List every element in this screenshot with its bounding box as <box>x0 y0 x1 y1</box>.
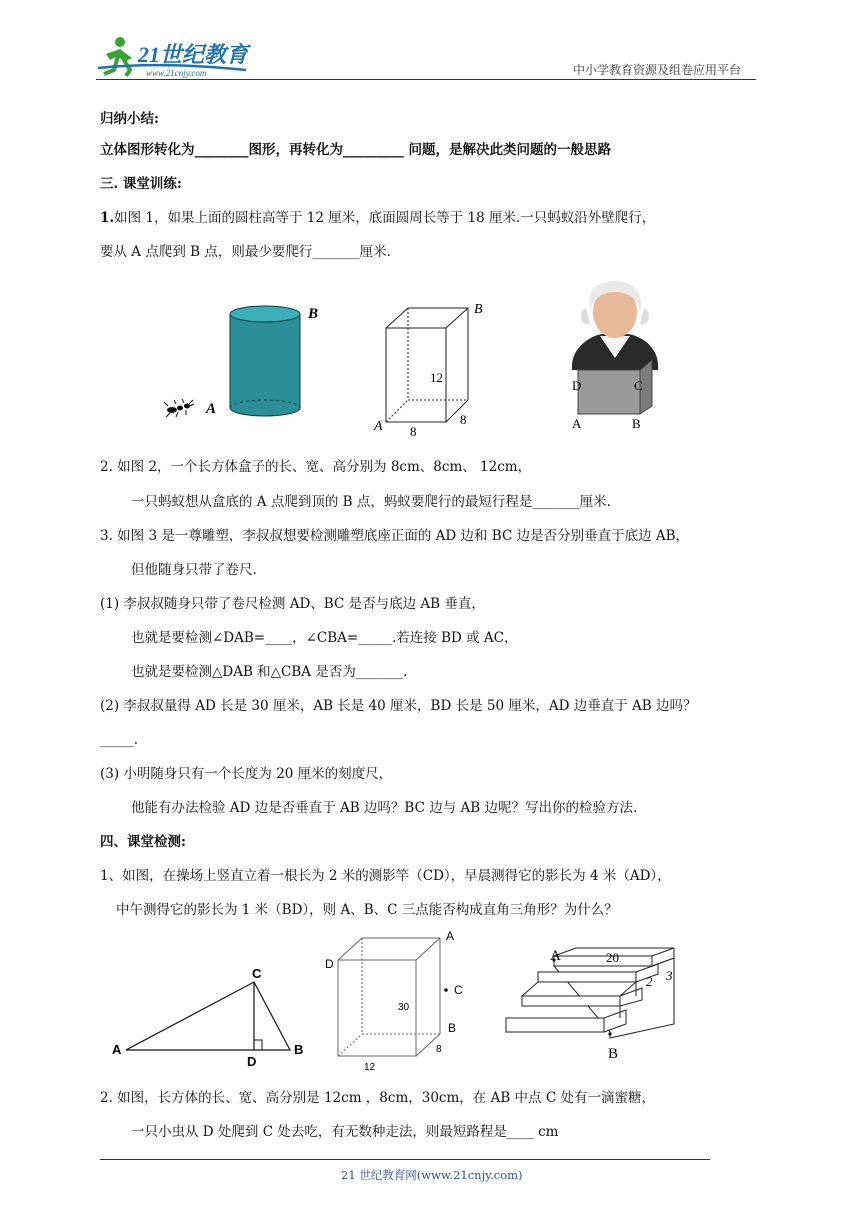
section4-title: 四、课堂检测: <box>100 834 186 850</box>
stairs-label-b: B <box>608 1046 619 1062</box>
sub3-line2: 他能有办法检验 AD 边是否垂直于 AB 边吗？BC 边与 AB 边呢？写出你的检验方法. <box>131 800 638 816</box>
s4-q1-line2: 中午测得它的影长为 1 米（BD），则 A、B、C 三点能否构成直角三角形？为什么？ <box>116 902 618 918</box>
q1-line2: 要从 A 点爬到 B 点，则最少要爬行_______厘米. <box>100 244 391 260</box>
section3-title: 三. 课堂训练: <box>100 176 182 192</box>
stairs-figure <box>484 944 684 1064</box>
stairs-length: 20 <box>606 950 619 965</box>
cube1-depth: 8 <box>460 412 467 427</box>
q1-text: 如图 1，如果上面的圆柱高等于 12 厘米，底面圆周长等于 18 厘米.一只蚂蚁沿外壁爬行， <box>114 210 656 226</box>
site-logo <box>96 34 266 80</box>
stairs-step-width: 3 <box>666 968 673 983</box>
cuboid2-label-b: B <box>448 1021 457 1035</box>
cube1-figure <box>370 298 500 440</box>
header-rule <box>96 79 756 80</box>
footer-text: 21 世纪教育网(www.21cnjy.com) <box>341 1168 523 1182</box>
triangle-figure <box>110 962 315 1072</box>
q2-line1: 2. 如图 2，一个长方体盒子的长、宽、高分别为 8cm、8cm、 12cm， <box>100 459 532 475</box>
cuboid2-width: 12 <box>364 1062 376 1073</box>
sub2-line2: _____. <box>100 732 139 748</box>
cuboid2-figure <box>322 924 472 1074</box>
cylinder-label-a: A <box>206 401 217 417</box>
q3-line2: 但他随身只带了卷尺. <box>131 562 257 578</box>
triangle-label-c: C <box>252 966 262 981</box>
sub1-line2: 也就是要检测∠DAB=____，∠CBA=_____.若连接 BD 或 AC， <box>131 630 518 646</box>
header-right-text: 中小学教育资源及组卷应用平台 <box>573 63 742 77</box>
stairs-step-height: 2 <box>646 974 653 989</box>
statue-figure <box>560 278 670 434</box>
triangle-label-d: D <box>247 1054 257 1069</box>
cube1-label-b: B <box>474 302 483 317</box>
s4-q2-line1: 2. 如图，长方体的长、宽、高分别是 12cm ，8cm，30cm，在 AB 中点 C 处有一滴蜜糖， <box>100 1090 655 1106</box>
summary-line: 立体图形转化为________图形，再转化为_________ 问题，是解决此类问题的一般思路 <box>100 142 611 158</box>
ant-icon <box>164 399 194 417</box>
sub1-line1: (1) 李叔叔随身只带了卷尺检测 AD、BC 是否与底边 AB 垂直， <box>100 596 485 612</box>
statue-label-d: D <box>572 378 582 393</box>
stairs-label-a: A <box>550 948 561 964</box>
q2-line2: 一只蚂蚁想从盒底的 A 点爬到顶的 B 点，蚂蚁要爬行的最短行程是_______厘米. <box>131 494 611 510</box>
q1-line1 <box>100 209 655 227</box>
cuboid2-label-d: D <box>325 957 334 971</box>
cylinder-figure <box>160 296 330 426</box>
summary-title: 归纳小结: <box>100 111 159 127</box>
cuboid2-height: 30 <box>398 1002 410 1013</box>
sub1-line3: 也就是要检测△DAB 和△CBA 是否为_______. <box>131 664 408 680</box>
triangle-label-a: A <box>112 1042 122 1057</box>
cube1-height: 12 <box>430 370 443 385</box>
s4-q1-line1: 1、如图，在操场上竖直立着一根长为 2 米的测影竿（CD），早晨测得它的影长为 4 米（AD）， <box>100 868 671 884</box>
sub2-line1: (2) 李叔叔量得 AD 长是 30 厘米，AB 长是 40 厘米，BD 长是 50 厘米，AD 边垂直于 AB 边吗？ <box>100 698 697 714</box>
statue-label-c: C <box>634 378 643 393</box>
footer-rule <box>100 1159 710 1160</box>
cube1-width: 8 <box>410 424 417 439</box>
triangle-label-b: B <box>294 1042 304 1057</box>
logo-url: www.21cnjy.com <box>146 68 207 78</box>
logo-text: 21世纪教育 <box>138 42 249 67</box>
statue-bust-icon <box>572 281 658 370</box>
cube1-label-a: A <box>374 419 383 434</box>
q3-line1: 3. 如图 3 是一尊雕塑，李叔叔想要检测雕塑底座正面的 AD 边和 BC 边是否分别垂直于底边 AB， <box>100 528 690 544</box>
statue-label-a: A <box>572 416 582 431</box>
cuboid2-label-c: C <box>454 983 463 997</box>
cuboid2-label-a: A <box>446 929 455 943</box>
cuboid2-depth: 8 <box>436 1044 442 1055</box>
s4-q2-line2: 一只小虫从 D 处爬到 C 处去吃，有无数种走法，则最短路程是____ cm <box>131 1124 559 1140</box>
statue-label-b: B <box>632 416 641 431</box>
sub3-line1: (3) 小明随身只有一个长度为 20 厘米的刻度尺， <box>100 766 393 782</box>
cylinder-label-b: B <box>308 306 319 322</box>
q1-number: 1. <box>100 210 115 226</box>
